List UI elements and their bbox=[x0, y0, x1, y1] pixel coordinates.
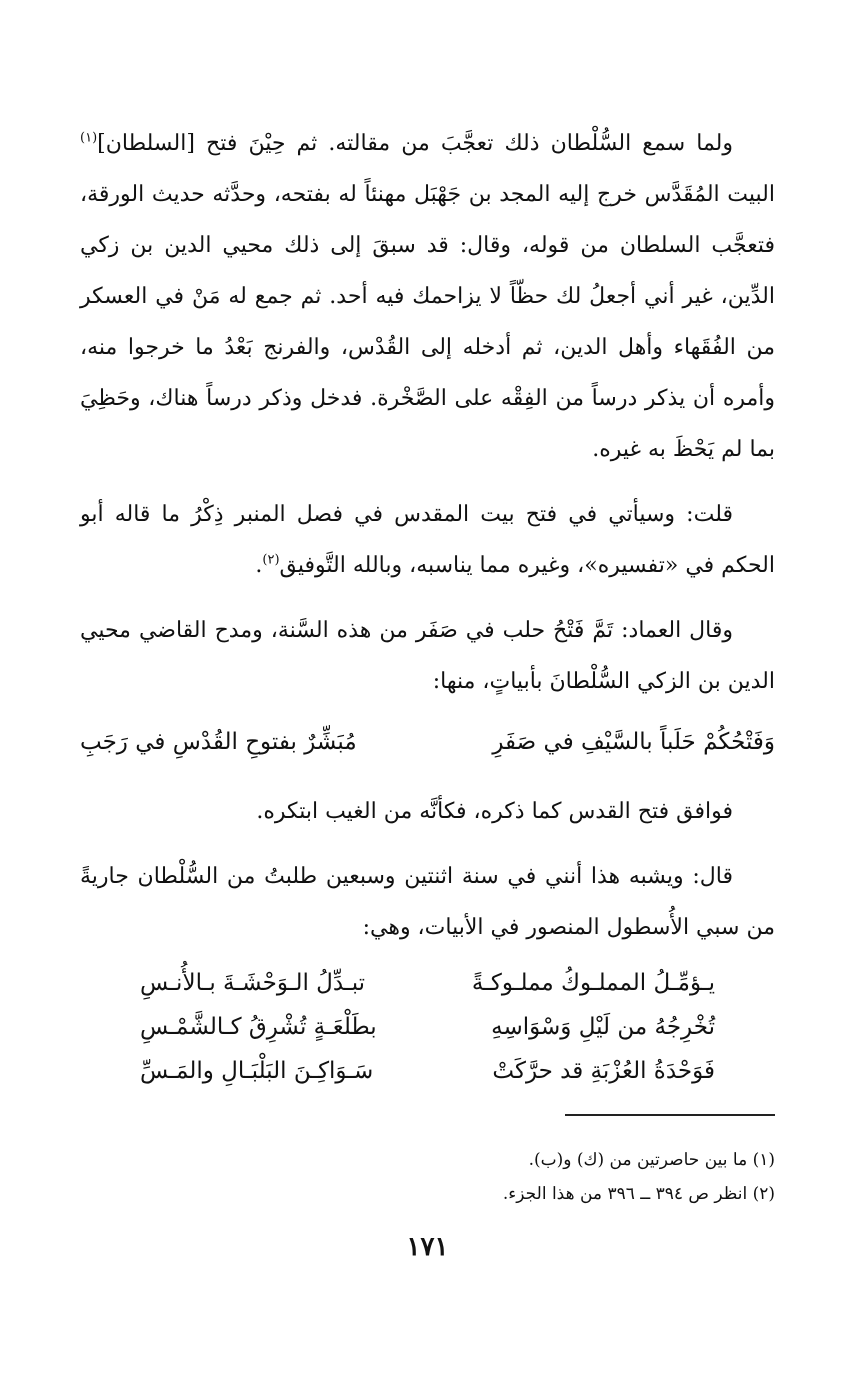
footnote-ref-1[interactable]: (١) bbox=[80, 130, 98, 146]
paragraph-1-rest: البيت المُقَدَّس خرج إليه المجد بن جَهْبَل مهنئاً له بفتحه، وحدَّثه حديث الورقة، فتعجَّب السلطان من قوله، وقال: قد سبقَ إلى ذلك محيي الدين بن زكي الدِّين، غير أني أجعلُ لك حظّاً لا يزاحمك فيه أحد. ثم جمع له مَنْ في العسكر من الفُقَهاء وأهل الدين، ثم أدخله إلى القُدْس، والفرنج بَعْدُ ما خرجوا منه، وأمره أن يذكر درساً من الفِقْه على الصَّخْرة. فدخل وذكر درساً هناك، وحَظِيَ بما لم يَحْظَ به غيره. bbox=[80, 182, 775, 462]
verse-first-half: وَفَتْحُكُمْ حَلَباً بالسَّيْفِ في صَفَرِ bbox=[492, 729, 775, 755]
page-number: ١٧١ bbox=[406, 1232, 449, 1262]
paragraph-2-text: قلت: وسيأتي في فتح بيت المقدس في فصل المنبر ذِكْرُ ما قاله أبو الحكم في «تفسيره»، وغيره مما يناسبه، وبالله التَّوفيق bbox=[80, 502, 775, 578]
verse-line bbox=[80, 717, 775, 768]
footnote-1: (١) ما بين حاصرتين من (ك) و(ب). bbox=[528, 1150, 775, 1170]
paragraph-3 bbox=[80, 605, 775, 707]
footnote-2: (٢) انظر ص ٣٩٤ ــ ٣٩٦ من هذا الجزء. bbox=[502, 1184, 775, 1204]
poem-first-half: تُخْرِجُهُ من لَيْلِ وَسْوَاسِهِ bbox=[491, 1014, 715, 1040]
poem-line bbox=[140, 961, 715, 1005]
footnote-separator bbox=[565, 1114, 775, 1116]
poem-line bbox=[140, 1049, 715, 1093]
poem bbox=[80, 961, 775, 1093]
paragraph-4: قال: ويشبه هذا أنني في سنة اثنتين وسبعين طلبتُ من السُّلْطان جاريةً من سبي الأُسطول المنصور في الأبيات، وهي: bbox=[80, 864, 775, 940]
paragraph-2 bbox=[80, 489, 775, 591]
poem-line bbox=[140, 1005, 715, 1049]
poem-first-half: يـؤمِّـلُ المملـوكُ مملـوكـةً bbox=[471, 970, 715, 996]
poem-second-half: سَـوَاكِـنَ البَلْبَـالِ والمَـسِّ bbox=[140, 1058, 374, 1084]
poem-first-half: فَوَحْدَةُ العُزْبَةِ قد حرَّكَتْ bbox=[492, 1058, 715, 1084]
paragraph-1-text: ولما سمع السُّلْطان ذلك تعجَّبَ من مقالته. ثم حِيْنَ فتح [السلطان] bbox=[97, 131, 733, 156]
paragraph-1 bbox=[80, 118, 775, 475]
paragraph-2-rest: . bbox=[255, 553, 263, 578]
footnotes bbox=[80, 1143, 775, 1211]
paragraph-3-text: وقال العماد: تَمَّ فَتْحُ حلب في صَفَر من هذه السَّنة، ومدح القاضي محيي الدين بن الزكي السُّلْطانَ بأبياتٍ، منها: bbox=[80, 618, 775, 694]
poem-second-half: تبـدِّلُ الـوَحْشَـةَ بـالأُنـسِ bbox=[140, 970, 366, 996]
main-text bbox=[80, 118, 775, 1093]
verse-second-half: مُبَشِّرٌ بفتوحِ القُدْسِ في رَجَبِ bbox=[80, 729, 357, 755]
footnote-ref-2[interactable]: (٢) bbox=[262, 552, 280, 568]
poem-second-half: بطَلْعَـةٍ تُشْرِقُ كـالشَّمْـسِ bbox=[140, 1014, 377, 1040]
after-verse-paragraph: فوافق فتح القدس كما ذكره، فكأنَّه من الغيب ابتكره. bbox=[256, 799, 733, 824]
